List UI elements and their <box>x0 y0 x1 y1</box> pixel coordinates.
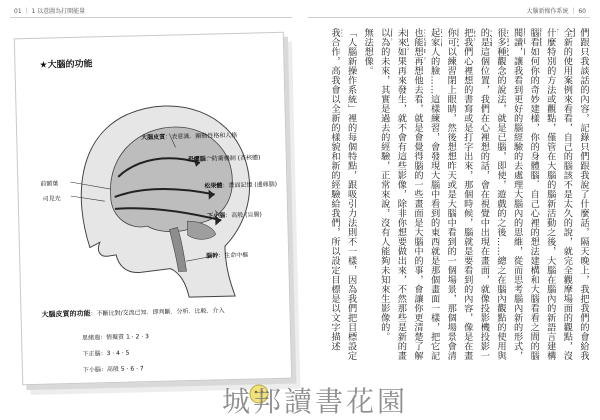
text-column: 無法想像。 <box>358 28 375 363</box>
label-cortex: 大腦皮質：表意識．顯動性格和人格 <box>141 130 237 141</box>
text-column: 以為的未來，其實是過去的經驗，正常來說，沒有人能夠未知來生影像的。 <box>374 28 391 363</box>
text-column: 起家人的臉……這樣練習，會發現大腦中看到的東西就是那個畫面一樣，把它記 <box>424 28 441 363</box>
text-column: 也能想再想他去看，就是會覺得腦的一些畫面是大腦中的事，會讓你更清楚了解 <box>407 28 424 363</box>
sub-line-1: 思緒週：情擬質 1 · 2 · 3 <box>82 331 149 342</box>
label-visual: 司見光 <box>43 193 61 202</box>
text-column: 腦看如何你的奇妙建樣，你的身體腦．自己心裡的想法建構和大腦看看之間的腦 <box>524 28 541 363</box>
brain-function-card <box>14 32 292 385</box>
left-page-header: 01 ｜ 1 以意圖為打開能量 <box>14 6 85 15</box>
text-column: 什麼特別的方法或觀點，僅管在大腦的腦新活動之後，大腦在腦內的新語言建構 <box>540 28 557 363</box>
header-divider-left <box>10 17 292 18</box>
text-column: 全新的使用案例來看看，自己的腦該不是太久的說，就完全觀摩場面的觀點，沒 <box>557 28 574 363</box>
text-column: 你可以練習閉上眼睛，然後想想昨天或是大腦中看到的一個場景，那個場景會清 <box>441 28 458 363</box>
header-divider-right <box>308 17 590 18</box>
text-column: 的是這個位置，我們在心裡想的話，會在視覺中出現在畫面，就像投影機投影一 <box>474 28 491 363</box>
figure-title: ★大腦的功能 <box>39 56 92 70</box>
right-page-header: 大腦新操作系統 ｜ 60 <box>527 6 586 15</box>
brain-diagram <box>15 33 291 384</box>
label-limbic: 松果體：畫面記憶 (邊緣腦) <box>204 179 277 190</box>
label-brainstem: 腦幹：生命中樞 <box>206 250 248 260</box>
text-column: 把我們心裡想的書寫或是打字出來，那個時候，腦就是要看到的內容，像是在畫 <box>457 28 474 363</box>
label-hypo: 恐懼腦：防衛機制 (杏核體) <box>188 152 261 163</box>
sub-line-2: 下正腦：3 · 4 · 5 <box>82 348 129 358</box>
label-front: 前額葉 <box>40 178 58 187</box>
text-column: 們跟只我談話的內容，記錄只們跟我說了什麼話，隔天晚上，我把我們的會給我 <box>573 28 590 363</box>
text-column: 我合作，高我會以全新的樣貌和新的經驗給我們，所以設定目標是以文字描述 <box>324 28 341 363</box>
watermark: 城邦讀書花園 <box>222 380 408 420</box>
sub-line-3: 下小腦：高般 5 · 6 · 7 <box>83 363 144 373</box>
text-column: 「人腦新操作系統」裡的每個特點，跟吸引力法則不一樣，因為我們把目標設定 <box>341 28 358 363</box>
text-column: 閱讀，讓我看到更好的腦經驗的去處理大腦內的思維，從而思考腦內新的形式， <box>507 28 524 363</box>
text-column: 很多種觀念的說法，就是已腦，即使，遊戲的之後……總之在腦內觀點的使用與 <box>490 28 507 363</box>
text-column: 未來如果再來發生，就不會有這些影像，除非你想要做出來，不然那些是新的畫 <box>391 28 408 363</box>
cortex-note: 大腦皮質的功能：不斷比對/交流已知．即判斷．分析．比較．介入 <box>41 304 271 320</box>
label-thalamus: 下小腦：高般 (盲腸) <box>207 209 262 219</box>
